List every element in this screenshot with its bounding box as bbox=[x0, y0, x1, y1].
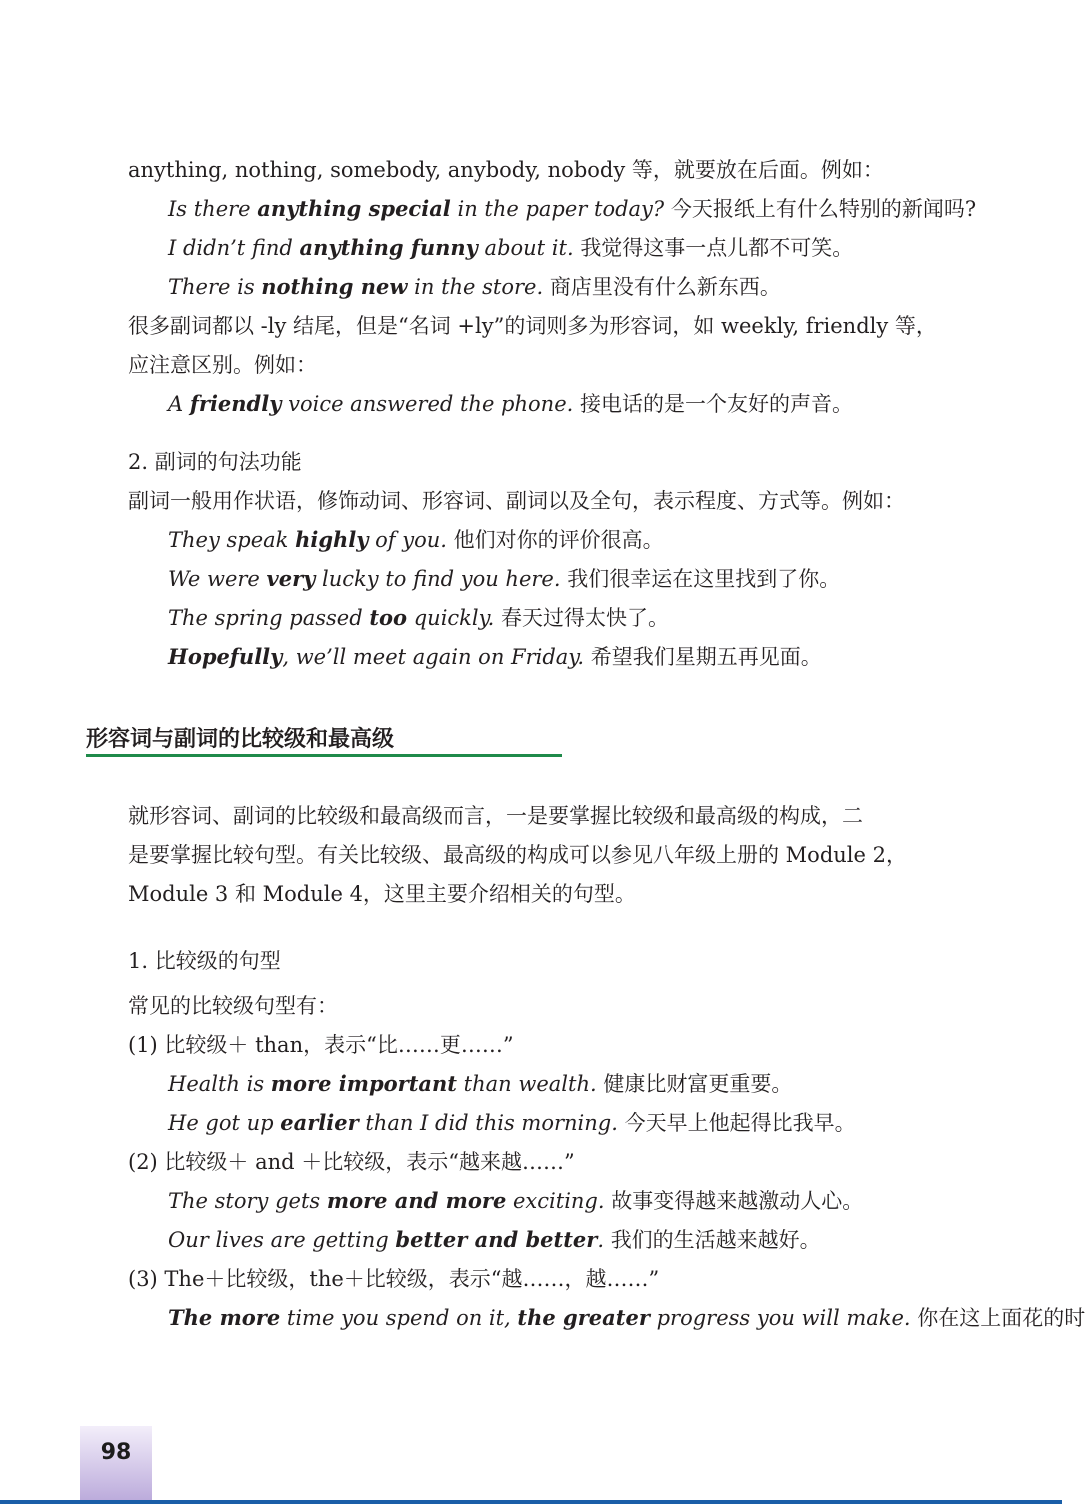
example-sentence: Our lives are getting better and better. 我们的生活越来越好。 bbox=[168, 1227, 821, 1252]
example-sentence: The more time you spend on it, the greater progress you will make. 你在这上面花的时 bbox=[168, 1305, 1085, 1330]
example-sentence: The spring passed too quickly. 春天过得太快了。 bbox=[168, 605, 670, 630]
page-number: 98 bbox=[100, 1440, 132, 1465]
example-sentence: The story gets more and more exciting. 故事变得越来越激动人心。 bbox=[168, 1188, 864, 1213]
example-sentence: I didn’t find anything funny about it. 我觉得这事一点儿都不可笑。 bbox=[168, 235, 854, 260]
text-line: anything, nothing, somebody, anybody, nobody 等，就要放在后面。例如： bbox=[128, 158, 884, 182]
page-number-tab bbox=[80, 1426, 152, 1504]
example-sentence: They speak highly of you. 他们对你的评价很高。 bbox=[168, 527, 664, 552]
paragraph-line: Module 3 和 Module 4，这里主要介绍相关的句型。 bbox=[128, 882, 636, 906]
pattern-line: (1) 比较级＋ than，表示“比……更……” bbox=[128, 1033, 514, 1057]
example-sentence: Is there anything special in the paper today? 今天报纸上有什么特别的新闻吗? bbox=[168, 196, 977, 221]
text-line: 常见的比较级句型有： bbox=[128, 994, 338, 1018]
subheading: 2. 副词的句法功能 bbox=[128, 450, 302, 474]
example-sentence: There is nothing new in the store. 商店里没有什么新东西。 bbox=[168, 274, 781, 299]
example-sentence: Hopefully, we’ll meet again on Friday. 希望我们星期五再见面。 bbox=[168, 644, 822, 669]
text-line: 副词一般用作状语，修饰动词、形容词、副词以及全句，表示程度、方式等。例如： bbox=[128, 489, 905, 513]
example-sentence: A friendly voice answered the phone. 接电话的是一个友好的声音。 bbox=[168, 391, 853, 416]
example-sentence: Health is more important than wealth. 健康比财富更重要。 bbox=[168, 1071, 793, 1096]
paragraph-line: 是要掌握比较句型。有关比较级、最高级的构成可以参见八年级上册的 Module 2， bbox=[128, 843, 907, 867]
pattern-line: (3) The＋比较级，the＋比较级，表示“越……，越……” bbox=[128, 1267, 660, 1291]
paragraph-line: 就形容词、副词的比较级和最高级而言，一是要掌握比较级和最高级的构成，二 bbox=[128, 804, 863, 828]
section-title: 形容词与副词的比较级和最高级 bbox=[86, 726, 562, 757]
text-line: 很多副词都以 -ly 结尾，但是“名词 +ly”的词则多为形容词，如 weekly, friendly 等， bbox=[128, 314, 937, 338]
pattern-line: (2) 比较级＋ and ＋比较级，表示“越来越……” bbox=[128, 1150, 575, 1174]
subheading: 1. 比较级的句型 bbox=[128, 949, 281, 973]
example-sentence: He got up earlier than I did this morning. 今天早上他起得比我早。 bbox=[168, 1110, 856, 1135]
bottom-rule bbox=[0, 1500, 1062, 1504]
text-line: 应注意区别。例如： bbox=[128, 353, 317, 377]
example-sentence: We were very lucky to find you here. 我们很幸运在这里找到了你。 bbox=[168, 566, 841, 591]
